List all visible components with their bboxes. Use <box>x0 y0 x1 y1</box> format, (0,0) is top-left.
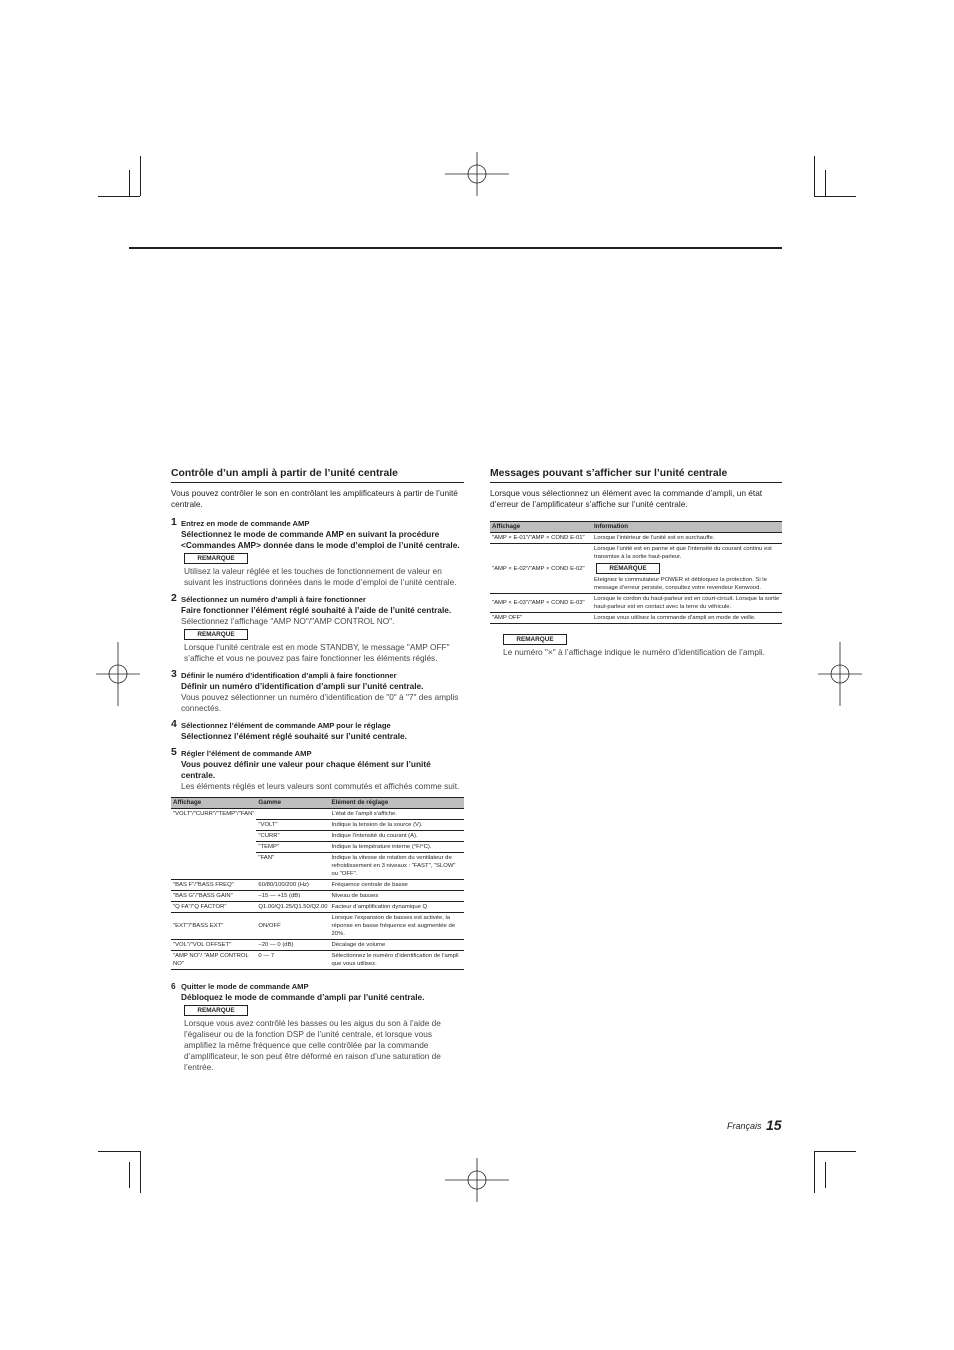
display-cell: "AMP × E-03"/"AMP × COND E-03" <box>490 594 592 613</box>
setting-cell: Facteur d’amplification dynamique Q <box>330 902 464 913</box>
crop-mark <box>814 196 856 197</box>
table-row <box>171 891 464 902</box>
table-row <box>490 544 782 594</box>
crop-mark <box>129 1162 130 1188</box>
step-4 <box>171 720 464 742</box>
step-title: Entrez en mode de commande AMP <box>181 519 310 528</box>
step-instruction: Faire fonctionner l’élément réglé souhaité à l’aide de l’unité centrale. <box>181 605 452 615</box>
messages-table <box>490 521 782 624</box>
display-cell: "EXT"/"BASS EXT" <box>171 913 256 940</box>
range-cell: –15 — +15 (dB) <box>256 891 329 902</box>
display-cell: "VOLT"/"CURR"/"TEMP"/"FAN" <box>171 809 256 820</box>
display-cell: "Q FA"/"Q FACTOR" <box>171 902 256 913</box>
step-instruction: Définir un numéro d’identification d’ampli sur l’unité centrale. <box>181 681 424 691</box>
step-title: Quitter le mode de commande AMP <box>181 982 309 991</box>
step-number: 3 <box>171 669 177 680</box>
crop-mark <box>140 156 141 196</box>
step-text: Sélectionnez l’affichage "AMP NO"/"AMP CONTROL NO". <box>181 616 395 626</box>
step-title: Sélectionnez un numéro d’ampli à faire fonctionner <box>181 595 366 604</box>
right-column <box>490 467 782 664</box>
range-cell: –20 — 0 (dB) <box>256 940 329 951</box>
step-instruction: Sélectionnez l’élément réglé souhaité sur l’unité centrale. <box>181 731 407 741</box>
step-title: Régler l’élément de commande AMP <box>181 749 312 758</box>
crop-mark <box>825 1162 826 1188</box>
settings-table <box>171 797 464 970</box>
setting-cell: Indique la température interne (°F/°C). <box>330 842 464 853</box>
step-instruction: Sélectionnez le mode de commande AMP en suivant la procédure <Commandes AMP> donnée dans le mode d’emploi de l’unité centrale. <box>181 529 460 550</box>
info-cell: Lorsque le cordon du haut-parleur est en court-circuit. Lorsque la sortie haut-parleur est en contact avec la terre du véhicule. <box>592 594 782 613</box>
table-row <box>171 902 464 913</box>
table-row <box>171 809 464 820</box>
crop-mark <box>140 1151 141 1193</box>
crop-mark <box>98 1151 140 1152</box>
table-row <box>171 853 464 880</box>
setting-cell: Lorsque l’expansion de basses est activée, la réponse en basse fréquence est augmentée de 20%. <box>330 913 464 940</box>
section-heading: Contrôle d’un ampli à partir de l’unité centrale <box>171 467 464 483</box>
remark-badge: REMARQUE <box>596 563 660 574</box>
crop-mark <box>129 170 130 196</box>
display-cell <box>171 853 256 880</box>
step-note: Lorsque l’unité centrale est en mode STANDBY, le message "AMP OFF" s’affiche et vous ne pouvez pas faire fonctionner les éléments réglés. <box>184 642 450 663</box>
step-title: Sélectionnez l’élément de commande AMP pour le réglage <box>181 721 391 730</box>
setting-cell: Décalage de volume <box>330 940 464 951</box>
section-heading: Messages pouvant s’afficher sur l’unité centrale <box>490 467 782 483</box>
display-cell: "BAS F"/"BASS FREQ" <box>171 880 256 891</box>
info-cell: Lorsque l’intérieur de l’unité est en surchauffe. <box>592 533 782 544</box>
display-cell: "AMP × E-01"/"AMP × COND E-01" <box>490 533 592 544</box>
header-rule <box>129 247 782 249</box>
step-number: 1 <box>171 517 177 528</box>
range-cell: "VOLT" <box>256 820 329 831</box>
setting-cell: Sélectionnez le numéro d’identification de l’ampli que vous utilisez. <box>330 951 464 970</box>
setting-cell: Fréquence centrale de basse <box>330 880 464 891</box>
step-note: Utilisez la valeur réglée et les touches de fonctionnement de valeur en suivant les instructions données dans le mode d’emploi de l’unité centrale. <box>184 566 457 587</box>
setting-cell: Indique la tension de la source (V). <box>330 820 464 831</box>
range-cell: "TEMP" <box>256 842 329 853</box>
footer-language: Français <box>727 1121 762 1131</box>
display-cell: "AMP NO"/ "AMP CONTROL NO" <box>171 951 256 970</box>
display-cell: "VOL"/"VOL OFFSET" <box>171 940 256 951</box>
registration-mark <box>445 142 509 206</box>
intro-text: Vous pouvez contrôler le son en contrôlant les amplificateurs à partir de l’unité centrale. <box>171 488 458 509</box>
step-title: Définir le numéro d’identification d’ampli à faire fonctionner <box>181 671 397 680</box>
crop-mark <box>825 170 826 196</box>
remark-badge: REMARQUE <box>184 1005 248 1016</box>
display-cell: "BAS G"/"BASS GAIN" <box>171 891 256 902</box>
page-number: 15 <box>766 1117 782 1133</box>
step-number: 2 <box>171 593 177 604</box>
step-2 <box>171 594 464 664</box>
table-row <box>171 913 464 940</box>
step-text: Les éléments réglés et leurs valeurs sont commutés et affichés comme suit. <box>181 781 460 791</box>
step-note: Lorsque vous avez contrôlé les basses ou les aigus du son à l’aide de l’égaliseur ou de la fonction DSP de l’unité centrale, et lorsque vous amplifiez la même fréquence que celle contrôlée par la commande d’amplificateur, le son peut être déformé en raison d’une saturation de l’entrée. <box>184 1018 441 1072</box>
range-cell: ON/OFF <box>256 913 329 940</box>
display-cell <box>171 831 256 842</box>
info-cell <box>592 544 782 594</box>
range-cell: Q1.00/Q1.25/Q1.50/Q2.00 <box>256 902 329 913</box>
range-cell: "FAN" <box>256 853 329 880</box>
registration-mark <box>808 642 872 706</box>
step-number: 6 <box>171 981 176 991</box>
setting-cell: Indique la vitesse de rotation du ventilateur de refroidissement en 3 niveaux : "FAST", "SLOW" ou "OFF". <box>330 853 464 880</box>
column-header: Affichage <box>490 522 592 533</box>
table-row <box>171 820 464 831</box>
remark-badge: REMARQUE <box>503 634 567 645</box>
range-cell: 60/80/100/200 (Hz) <box>256 880 329 891</box>
left-column <box>171 467 464 1079</box>
range-cell: 0 — 7 <box>256 951 329 970</box>
step-number: 4 <box>171 719 177 730</box>
step-instruction: Débloquez le mode de commande d’ampli par l’unité centrale. <box>181 992 425 1002</box>
column-header: Elément de réglage <box>330 798 464 809</box>
crop-mark <box>814 1151 856 1152</box>
display-cell: "AMP OFF" <box>490 613 592 624</box>
step-text: Vous pouvez sélectionner un numéro d’identification de "0" à "7" des amplis connectés. <box>181 692 459 713</box>
step-3 <box>171 670 464 714</box>
table-row <box>171 831 464 842</box>
registration-mark <box>86 642 150 706</box>
display-cell <box>171 842 256 853</box>
range-cell <box>256 809 329 820</box>
remark-badge: REMARQUE <box>184 553 248 564</box>
column-header: Affichage <box>171 798 256 809</box>
step-6 <box>171 981 464 1073</box>
info-cell: Lorsque vous utilisez la commande d’ampli en mode de veille. <box>592 613 782 624</box>
setting-cell: Indique l’intensité du courant (A). <box>330 831 464 842</box>
table-row <box>171 951 464 970</box>
info-text: Lorsque l’unité est en panne et que l’intensité du courant continu est transmise à la sortie haut-parleur. <box>594 546 772 560</box>
setting-cell: Niveau de basses <box>330 891 464 902</box>
display-cell: "AMP × E-02"/"AMP × COND E-02" <box>490 544 592 594</box>
column-header: Information <box>592 522 782 533</box>
remark-badge: REMARQUE <box>184 629 248 640</box>
table-row <box>490 594 782 613</box>
crop-mark <box>814 156 815 196</box>
crop-mark <box>814 1151 815 1193</box>
intro-text: Lorsque vous sélectionnez un élément avec la commande d’ampli, un état d’erreur de l’amplificateur s’affiche sur l’unité centrale. <box>490 488 763 509</box>
info-text: Eteignez le commutateur POWER et débloquez la protection. Si le message d’erreur persiste, consultez votre revendeur Kenwood. <box>594 577 767 591</box>
step-1 <box>171 518 464 588</box>
table-row <box>490 613 782 624</box>
crop-mark <box>98 196 140 197</box>
step-number: 5 <box>171 747 177 758</box>
step-5 <box>171 748 464 792</box>
table-row <box>490 533 782 544</box>
setting-cell: L’état de l’ampli s’affiche. <box>330 809 464 820</box>
note-text: Le numéro "×" à l’affichage indique le numéro d’identification de l’ampli. <box>503 647 765 657</box>
range-cell: "CURR" <box>256 831 329 842</box>
table-row <box>171 842 464 853</box>
display-cell <box>171 820 256 831</box>
registration-mark <box>445 1148 509 1212</box>
step-instruction: Vous pouvez définir une valeur pour chaque élément sur l’unité centrale. <box>181 759 431 780</box>
column-header: Gamme <box>256 798 329 809</box>
table-row <box>171 880 464 891</box>
table-row <box>171 940 464 951</box>
